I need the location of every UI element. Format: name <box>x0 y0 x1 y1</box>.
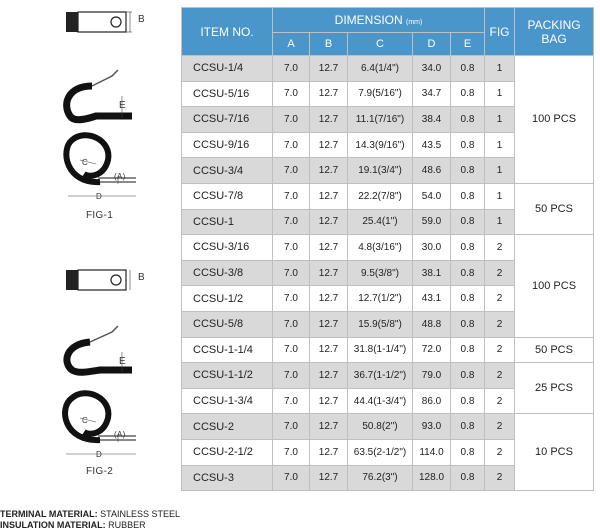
cell-fig: 1 <box>485 132 515 158</box>
fig1-side-view <box>67 70 132 120</box>
cell-c: 9.5(3/8") <box>348 260 413 286</box>
cell-packing-bag: 50 PCS <box>515 183 594 234</box>
table-row <box>182 183 594 209</box>
cell-a: 7.0 <box>273 209 310 235</box>
spec-table-body <box>182 56 594 491</box>
cell-e: 0.8 <box>451 465 485 491</box>
cell-c: 6.4(1/4") <box>348 56 413 82</box>
cell-b: 12.7 <box>310 286 348 312</box>
cell-a: 7.0 <box>273 183 310 209</box>
cell-item-no: CCSU-5/8 <box>182 311 273 337</box>
fig1-top-view <box>66 12 132 32</box>
fig2-loop-view <box>65 393 136 454</box>
cell-packing-bag: 100 PCS <box>515 235 594 337</box>
cell-e: 0.8 <box>451 337 485 363</box>
cell-item-no: CCSU-1/4 <box>182 56 273 82</box>
cell-a: 7.0 <box>273 311 310 337</box>
cell-d: 114.0 <box>413 439 451 465</box>
cell-b: 12.7 <box>310 132 348 158</box>
cell-d: 38.4 <box>413 107 451 133</box>
cell-c: 11.1(7/16") <box>348 107 413 133</box>
cell-item-no: CCSU-5/16 <box>182 81 273 107</box>
fig1-label: FIG-1 <box>86 210 114 221</box>
cell-item-no: CCSU-3/8 <box>182 260 273 286</box>
cell-d: 48.6 <box>413 158 451 184</box>
cell-b: 12.7 <box>310 465 348 491</box>
cell-c: 14.3(9/16") <box>348 132 413 158</box>
table-row <box>182 363 594 389</box>
cell-a: 7.0 <box>273 260 310 286</box>
cell-item-no: CCSU-3 <box>182 465 273 491</box>
cell-d: 128.0 <box>413 465 451 491</box>
cell-e: 0.8 <box>451 107 485 133</box>
cell-e: 0.8 <box>451 363 485 389</box>
header-col-e: E <box>451 33 485 56</box>
insulation-material-line <box>0 520 146 530</box>
header-col-d: D <box>413 33 451 56</box>
cell-c: 44.4(1-3/4") <box>348 388 413 414</box>
header-packing-bag: PACKING BAG <box>515 8 594 56</box>
cell-item-no: CCSU-7/8 <box>182 183 273 209</box>
cell-d: 38.1 <box>413 260 451 286</box>
cell-fig: 2 <box>485 286 515 312</box>
cell-item-no: CCSU-2 <box>182 414 273 440</box>
cell-item-no: CCSU-1 <box>182 209 273 235</box>
header-col-c: C <box>348 33 413 56</box>
fig2-top-view <box>66 270 130 290</box>
cell-b: 12.7 <box>310 81 348 107</box>
cell-fig: 1 <box>485 81 515 107</box>
cell-b: 12.7 <box>310 158 348 184</box>
cell-e: 0.8 <box>451 81 485 107</box>
cell-b: 12.7 <box>310 209 348 235</box>
terminal-material-value: STAINLESS STEEL <box>100 509 181 519</box>
cell-c: 12.7(1/2") <box>348 286 413 312</box>
cell-fig: 2 <box>485 235 515 261</box>
cell-fig: 1 <box>485 56 515 82</box>
cell-item-no: CCSU-7/16 <box>182 107 273 133</box>
dim-label-c-2: C <box>82 416 89 425</box>
cell-b: 12.7 <box>310 56 348 82</box>
cell-c: 50.8(2") <box>348 414 413 440</box>
cell-fig: 2 <box>485 363 515 389</box>
cell-e: 0.8 <box>451 56 485 82</box>
cell-fig: 2 <box>485 439 515 465</box>
cell-b: 12.7 <box>310 439 348 465</box>
cell-d: 79.0 <box>413 363 451 389</box>
dim-label-b-2: B <box>138 272 145 283</box>
cell-fig: 1 <box>485 209 515 235</box>
cell-item-no: CCSU-2-1/2 <box>182 439 273 465</box>
fig2-label: FIG-2 <box>86 466 114 477</box>
cell-e: 0.8 <box>451 439 485 465</box>
figure-panel <box>0 0 180 532</box>
fig1-loop-view <box>66 135 136 196</box>
cell-c: 22.2(7/8") <box>348 183 413 209</box>
cell-d: 43.1 <box>413 286 451 312</box>
cell-c: 7.9(5/16") <box>348 81 413 107</box>
header-item-no: ITEM NO. <box>182 8 273 56</box>
dim-label-d: D <box>96 192 103 201</box>
cell-e: 0.8 <box>451 132 485 158</box>
dim-label-c: C <box>82 158 89 167</box>
cell-item-no: CCSU-9/16 <box>182 132 273 158</box>
cell-a: 7.0 <box>273 388 310 414</box>
cell-b: 12.7 <box>310 337 348 363</box>
cell-c: 76.2(3") <box>348 465 413 491</box>
cell-d: 48.8 <box>413 311 451 337</box>
dim-label-b: B <box>138 14 145 25</box>
cell-item-no: CCSU-1-1/2 <box>182 363 273 389</box>
cell-fig: 2 <box>485 337 515 363</box>
cell-d: 54.0 <box>413 183 451 209</box>
cell-e: 0.8 <box>451 260 485 286</box>
cell-d: 34.7 <box>413 81 451 107</box>
cell-d: 34.0 <box>413 56 451 82</box>
cell-c: 4.8(3/16") <box>348 235 413 261</box>
cell-a: 7.0 <box>273 363 310 389</box>
spec-table <box>181 7 594 491</box>
cell-fig: 2 <box>485 388 515 414</box>
dim-label-e: E <box>119 100 126 111</box>
dim-label-d-2: D <box>96 450 103 459</box>
cell-a: 7.0 <box>273 414 310 440</box>
terminal-material-line <box>0 509 180 519</box>
cell-d: 59.0 <box>413 209 451 235</box>
cell-a: 7.0 <box>273 235 310 261</box>
cell-d: 72.0 <box>413 337 451 363</box>
terminal-material-label: TERMINAL MATERIAL: <box>0 509 98 519</box>
cell-fig: 1 <box>485 158 515 184</box>
clamp-drawings <box>0 0 180 532</box>
cell-a: 7.0 <box>273 286 310 312</box>
table-row <box>182 337 594 363</box>
header-fig: FIG <box>485 8 515 56</box>
cell-e: 0.8 <box>451 235 485 261</box>
cell-e: 0.8 <box>451 158 485 184</box>
cell-c: 19.1(3/4") <box>348 158 413 184</box>
cell-fig: 2 <box>485 311 515 337</box>
table-row <box>182 414 594 440</box>
cell-b: 12.7 <box>310 311 348 337</box>
cell-b: 12.7 <box>310 388 348 414</box>
cell-item-no: CCSU-1-3/4 <box>182 388 273 414</box>
header-col-b: B <box>310 33 348 56</box>
cell-a: 7.0 <box>273 132 310 158</box>
cell-fig: 1 <box>485 183 515 209</box>
dim-label-a-2: (A) <box>114 430 126 439</box>
cell-item-no: CCSU-3/4 <box>182 158 273 184</box>
insulation-material-label: INSULATION MATERIAL: <box>0 520 106 530</box>
cell-c: 63.5(2-1/2") <box>348 439 413 465</box>
cell-item-no: CCSU-1-1/4 <box>182 337 273 363</box>
cell-c: 31.8(1-1/4") <box>348 337 413 363</box>
cell-c: 36.7(1-1/2") <box>348 363 413 389</box>
cell-d: 86.0 <box>413 388 451 414</box>
cell-fig: 2 <box>485 465 515 491</box>
cell-c: 25.4(1") <box>348 209 413 235</box>
cell-a: 7.0 <box>273 439 310 465</box>
cell-fig: 2 <box>485 414 515 440</box>
cell-e: 0.8 <box>451 209 485 235</box>
cell-d: 30.0 <box>413 235 451 261</box>
cell-a: 7.0 <box>273 107 310 133</box>
cell-packing-bag: 50 PCS <box>515 337 594 363</box>
cell-b: 12.7 <box>310 107 348 133</box>
cell-e: 0.8 <box>451 388 485 414</box>
cell-item-no: CCSU-3/16 <box>182 235 273 261</box>
cell-b: 12.7 <box>310 260 348 286</box>
cell-d: 43.5 <box>413 132 451 158</box>
cell-a: 7.0 <box>273 56 310 82</box>
cell-e: 0.8 <box>451 311 485 337</box>
cell-item-no: CCSU-1/2 <box>182 286 273 312</box>
cell-packing-bag: 10 PCS <box>515 414 594 491</box>
cell-a: 7.0 <box>273 158 310 184</box>
cell-fig: 1 <box>485 107 515 133</box>
cell-d: 93.0 <box>413 414 451 440</box>
cell-fig: 2 <box>485 260 515 286</box>
table-row <box>182 235 594 261</box>
dim-label-a: (A) <box>114 172 126 181</box>
cell-b: 12.7 <box>310 414 348 440</box>
cell-b: 12.7 <box>310 363 348 389</box>
cell-c: 15.9(5/8") <box>348 311 413 337</box>
cell-e: 0.8 <box>451 286 485 312</box>
cell-a: 7.0 <box>273 465 310 491</box>
table-row <box>182 56 594 82</box>
insulation-material-value: RUBBER <box>108 520 146 530</box>
cell-packing-bag: 25 PCS <box>515 363 594 414</box>
cell-a: 7.0 <box>273 81 310 107</box>
cell-a: 7.0 <box>273 337 310 363</box>
cell-packing-bag: 100 PCS <box>515 56 594 184</box>
cell-b: 12.7 <box>310 235 348 261</box>
cell-e: 0.8 <box>451 414 485 440</box>
cell-b: 12.7 <box>310 183 348 209</box>
header-col-a: A <box>273 33 310 56</box>
header-dimension: DIMENSION (mm) <box>273 8 485 33</box>
cell-e: 0.8 <box>451 183 485 209</box>
dim-label-e-2: E <box>119 356 126 367</box>
